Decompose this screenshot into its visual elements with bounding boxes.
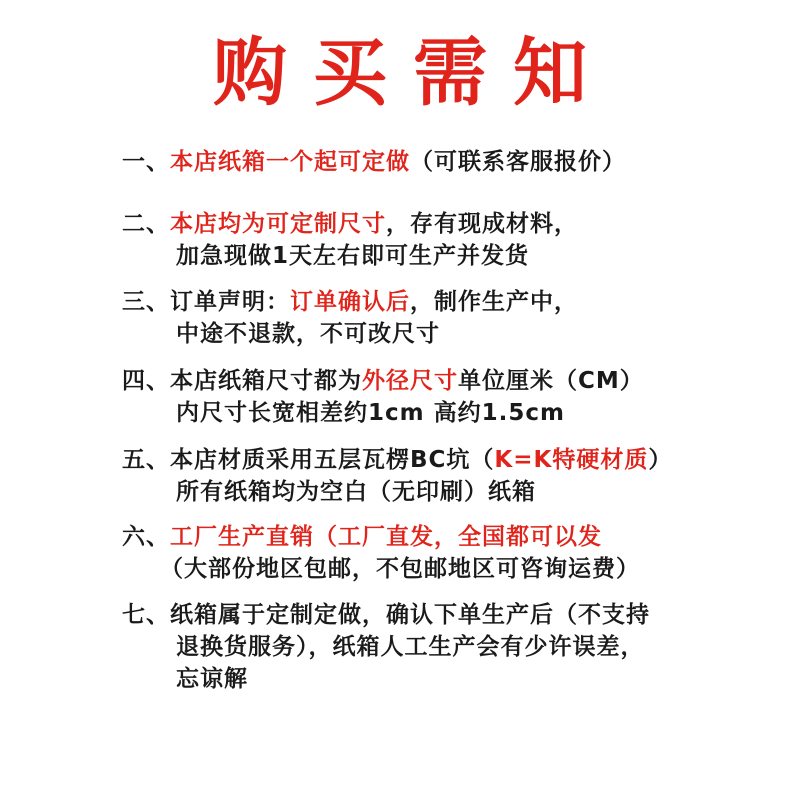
notice-item-1: [122, 147, 626, 177]
page-title: 购买需知: [213, 30, 613, 116]
item-3-text-2: 中途不退款，不可改尺寸: [176, 321, 440, 347]
item-2-number: 二、: [122, 211, 170, 237]
item-4-highlight: 外径尺寸: [362, 368, 458, 394]
item-2-text-2: 加急现做1天左右即可生产并发货: [176, 243, 530, 269]
item-6-text-2: （大部份地区包邮，不包邮地区可咨询运费）: [160, 556, 640, 582]
notice-item-5-line-2: [176, 477, 536, 507]
notice-item-6: [122, 522, 602, 552]
item-3-highlight: 订单确认后: [290, 289, 410, 315]
item-4-number: 四、: [122, 368, 170, 394]
notice-item-2-line-2: [176, 241, 529, 271]
item-5-text: ）: [648, 447, 673, 473]
item-6-number: 六、: [122, 524, 170, 550]
notice-item-6-line-2: [160, 554, 640, 584]
notice-item-4-line-2: [176, 398, 565, 428]
item-7-number: 七、: [122, 602, 170, 628]
item-7-text: 纸箱属于定制定做，确认下单生产后（不支持: [170, 602, 650, 628]
item-7-text-3: 忘谅解: [176, 666, 248, 692]
item-3-number: 三、: [122, 289, 170, 315]
item-5-number: 五、: [122, 447, 170, 473]
item-1-text: （可联系客服报价）: [410, 149, 626, 175]
item-1-number: 一、: [122, 149, 170, 175]
notice-item-7: [122, 600, 650, 630]
item-2-text: ，存有现成材料，: [386, 211, 578, 237]
notice-item-3-line-2: [176, 319, 440, 349]
item-5-text-2: 所有纸箱均为空白（无印刷）纸箱: [176, 479, 536, 505]
item-4-label: 本店纸箱尺寸都为: [170, 368, 362, 394]
notice-item-3: [122, 287, 578, 317]
item-1-highlight: 本店纸箱一个起可定做: [170, 149, 410, 175]
item-7-text-2: 退换货服务），纸箱人工生产会有少许误差，: [176, 634, 645, 660]
notice-item-2: [122, 209, 578, 239]
item-4-text-2: 内尺寸长宽相差约1cm 高约1.5cm: [176, 400, 565, 426]
item-3-text: ，制作生产中，: [410, 289, 578, 315]
item-3-label: 订单声明：: [170, 289, 290, 315]
notice-item-4: [122, 366, 644, 396]
item-5-label: 本店材质采用五层瓦楞BC坑（: [170, 447, 495, 473]
notice-item-7-line-2: [176, 632, 645, 662]
item-6-highlight: 工厂生产直销（工厂直发，全国都可以发: [170, 524, 602, 550]
item-2-highlight: 本店均为可定制尺寸: [170, 211, 386, 237]
notice-item-7-line-3: [176, 664, 248, 694]
item-5-highlight: K=K特硬材质: [494, 447, 649, 473]
notice-item-5: [122, 445, 672, 475]
item-4-text: 单位厘米（CM）: [458, 368, 644, 394]
